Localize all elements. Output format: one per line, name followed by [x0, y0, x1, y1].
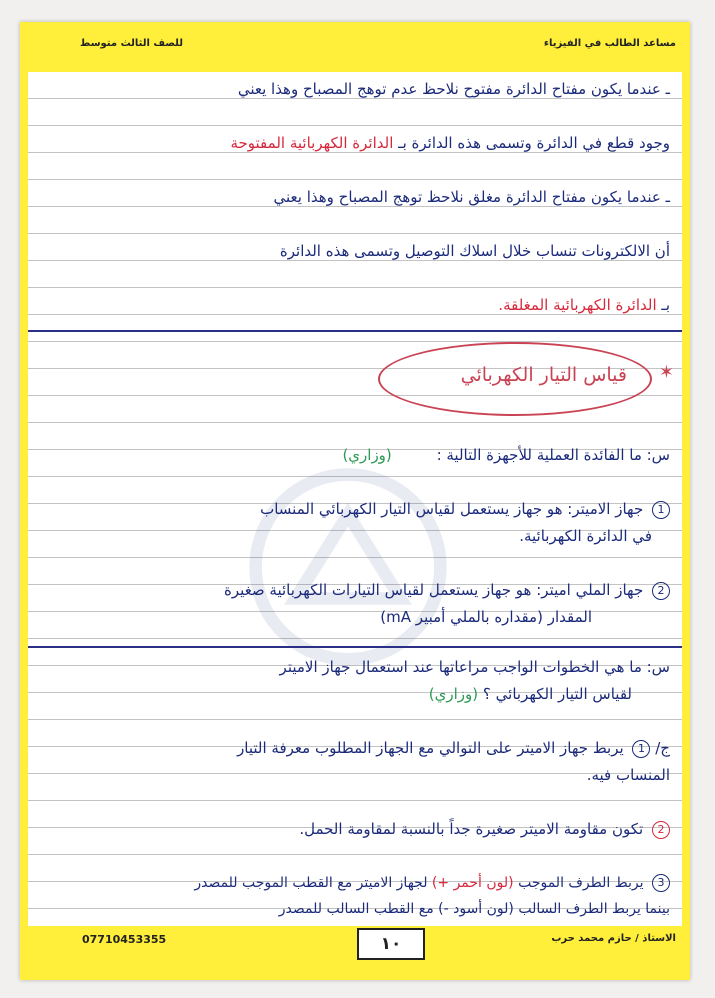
section-heading: قياس التيار الكهربائي — [460, 364, 627, 386]
text-line-1: ـ عندما يكون مفتاح الدائرة مفتوح نلاحظ عدم توهج المصباح وهذا يعني — [237, 80, 670, 98]
header-grade: للصف الثالث متوسط — [80, 38, 184, 49]
question-1-text: س: ما الفائدة العملية للأجهزة التالية : — [436, 446, 670, 464]
step-2-text: تكون مقاومة الاميتر صغيرة جداً بالنسبة لمقاومة الحمل. — [299, 820, 644, 838]
text-line-3: ـ عندما يكون مفتاح الدائرة مغلق نلاحظ توهج المصباح وهذا يعني — [273, 188, 670, 206]
phone-number: 07710453355 — [82, 933, 167, 946]
step-3-number: 3 — [652, 874, 670, 892]
answer-1-line-1 — [38, 500, 670, 519]
question-2-line-2 — [38, 685, 632, 703]
teacher-name: الاستاذ / حازم محمد حرب — [551, 933, 676, 944]
step-3-text-a: يربط الطرف الموجب — [518, 875, 644, 891]
step-1-prefix: ج/ — [655, 739, 670, 757]
answer-2-line-1 — [38, 581, 670, 600]
text-line-5-prefix: بـ — [661, 296, 670, 314]
watermark-logo — [243, 462, 453, 672]
step-2-number: 2 — [652, 821, 670, 839]
answer-1-text: جهاز الاميتر: هو جهاز يستعمل لقياس التيار الكهربائي المنساب — [260, 500, 644, 518]
page-footer — [20, 928, 690, 980]
question-divider — [28, 646, 682, 648]
page-header — [20, 22, 690, 70]
step-3-text-c: لجهاز الاميتر مع القطب الموجب للمصدر — [194, 875, 428, 891]
step-3-red-note: (لون أحمر +) — [431, 875, 514, 891]
page-number: ١٠ — [357, 928, 425, 960]
star-icon: ✶ — [658, 362, 674, 383]
step-1-line-2: المنساب فيه. — [586, 766, 670, 784]
answer-2-text: جهاز الملي اميتر: هو جهاز يستعمل لقياس التيارات الكهربائية صغيرة — [224, 581, 644, 599]
worksheet-page — [20, 22, 690, 980]
step-3-line-2: بينما يربط الطرف السالب (لون أسود -) مع القطب السالب للمصدر — [278, 901, 670, 917]
open-circuit-term: الدائرة الكهربائية المفتوحة — [230, 134, 394, 152]
answer-2-number: 2 — [652, 582, 670, 600]
text-line-2-main: وجود قطع في الدائرة وتسمى هذه الدائرة بـ — [398, 134, 670, 152]
text-line-5 — [38, 296, 670, 314]
step-2-line — [38, 820, 670, 839]
question-1 — [38, 446, 670, 464]
step-1-line-1 — [38, 739, 670, 758]
answer-1-number: 1 — [652, 501, 670, 519]
question-2-line-1: س: ما هي الخطوات الواجب مراعاتها عند استعمال جهاز الاميتر — [279, 658, 670, 676]
header-title: مساعد الطالب في الفيزياء — [543, 38, 676, 49]
question-2-text: لقياس التيار الكهربائي ؟ — [482, 685, 632, 703]
closed-circuit-term: الدائرة الكهربائية المغلقة. — [498, 296, 657, 314]
step-1-number: 1 — [632, 740, 650, 758]
lined-paper — [28, 72, 682, 926]
step-3-line-1 — [38, 874, 670, 892]
text-line-4: أن الالكترونات تنساب خلال اسلاك التوصيل وتسمى هذه الدائرة — [279, 242, 670, 260]
answer-2-line-2: المقدار (مقداره بالملي أمبير mA) — [380, 608, 592, 626]
question-1-tag: (وزاري) — [342, 446, 392, 464]
question-2-tag: (وزاري) — [428, 685, 479, 703]
step-1-text: يربط جهاز الاميتر على التوالي مع الجهاز المطلوب معرفة التيار — [237, 739, 624, 757]
section-divider — [28, 330, 682, 332]
answer-1-line-2: في الدائرة الكهربائية. — [519, 527, 652, 545]
text-line-2 — [38, 134, 670, 152]
